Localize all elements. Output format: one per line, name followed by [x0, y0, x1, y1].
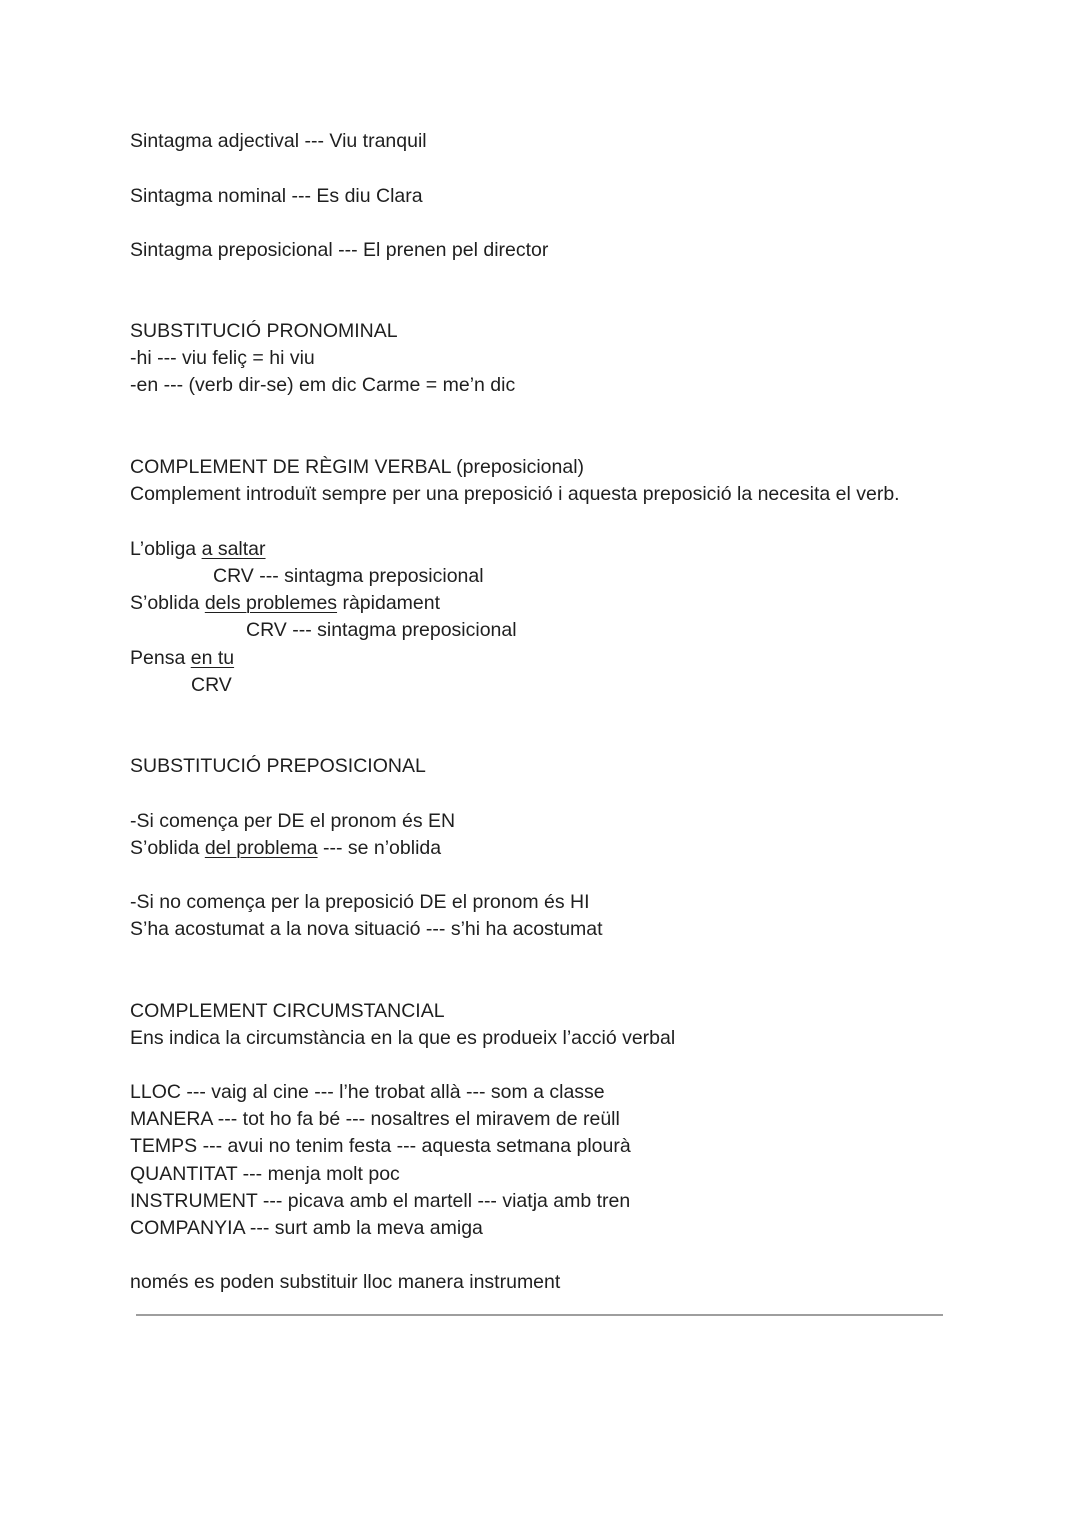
underlined-complement: dels problemes: [204, 592, 338, 614]
underlined-complement: a saltar: [201, 538, 266, 560]
crv-example-3-note: CRV: [191, 674, 232, 696]
section-title-substitucio-preposicional: SUBSTITUCIÓ PREPOSICIONAL: [130, 755, 426, 777]
cc-manera: MANERA --- tot ho fa bé --- nosaltres el miravem de reüll: [130, 1108, 620, 1130]
crv-example-1: [130, 536, 266, 563]
crv-example-2: [130, 590, 440, 617]
sintagma-preposicional: Sintagma preposicional --- El prenen pel director: [130, 239, 549, 261]
pronom-hi-line: -hi --- viu feliç = hi viu: [130, 347, 315, 369]
example-text: L’obliga: [130, 538, 202, 560]
crv-definition: Complement introduït sempre per una preposició i aquesta preposició la necesita el verb.: [130, 483, 900, 505]
cc-companyia: COMPANYIA --- surt amb la meva amiga: [130, 1217, 483, 1239]
section-title-cc: COMPLEMENT CIRCUMSTANCIAL: [130, 1000, 445, 1022]
example-text: ràpidament: [337, 592, 441, 614]
section-title-substitucio-pronominal: SUBSTITUCIÓ PRONOMINAL: [130, 320, 398, 342]
example-text: Pensa: [130, 647, 191, 669]
cc-note: només es poden substituir lloc manera instrument: [130, 1271, 561, 1293]
rule-hi: -Si no comença per la preposició DE el pronom és HI: [130, 891, 590, 913]
crv-example-2-note: CRV --- sintagma preposicional: [246, 619, 517, 641]
crv-example-1-note: CRV --- sintagma preposicional: [213, 565, 484, 587]
example-text: --- se n’oblida: [317, 837, 442, 859]
sintagma-nominal: Sintagma nominal --- Es diu Clara: [130, 185, 423, 207]
underlined-complement: del problema: [204, 837, 318, 859]
example-text: S’oblida: [130, 837, 205, 859]
rule-de-en: -Si comença per DE el pronom és EN: [130, 810, 456, 832]
cc-definition: Ens indica la circumstància en la que es produeix l’acció verbal: [130, 1027, 676, 1049]
sintagma-adjectival: Sintagma adjectival --- Viu tranquil: [130, 130, 427, 152]
crv-example-3: [130, 645, 234, 672]
example-hi: S’ha acostumat a la nova situació --- s’hi ha acostumat: [130, 918, 603, 940]
example-de-en: [130, 835, 441, 862]
cc-lloc: LLOC --- vaig al cine --- l’he trobat allà --- som a classe: [130, 1081, 605, 1103]
cc-instrument: INSTRUMENT --- picava amb el martell --- viatja amb tren: [130, 1190, 631, 1212]
cc-quantitat: QUANTITAT --- menja molt poc: [130, 1163, 400, 1185]
pronom-en-line: -en --- (verb dir-se) em dic Carme = me’n dic: [130, 374, 516, 396]
cc-temps: TEMPS --- avui no tenim festa --- aquesta setmana plourà: [130, 1135, 631, 1157]
horizontal-divider: [136, 1314, 943, 1316]
example-text: S’oblida: [130, 592, 205, 614]
section-title-crv: COMPLEMENT DE RÈGIM VERBAL (preposicional): [130, 456, 585, 478]
underlined-complement: en tu: [190, 647, 235, 669]
